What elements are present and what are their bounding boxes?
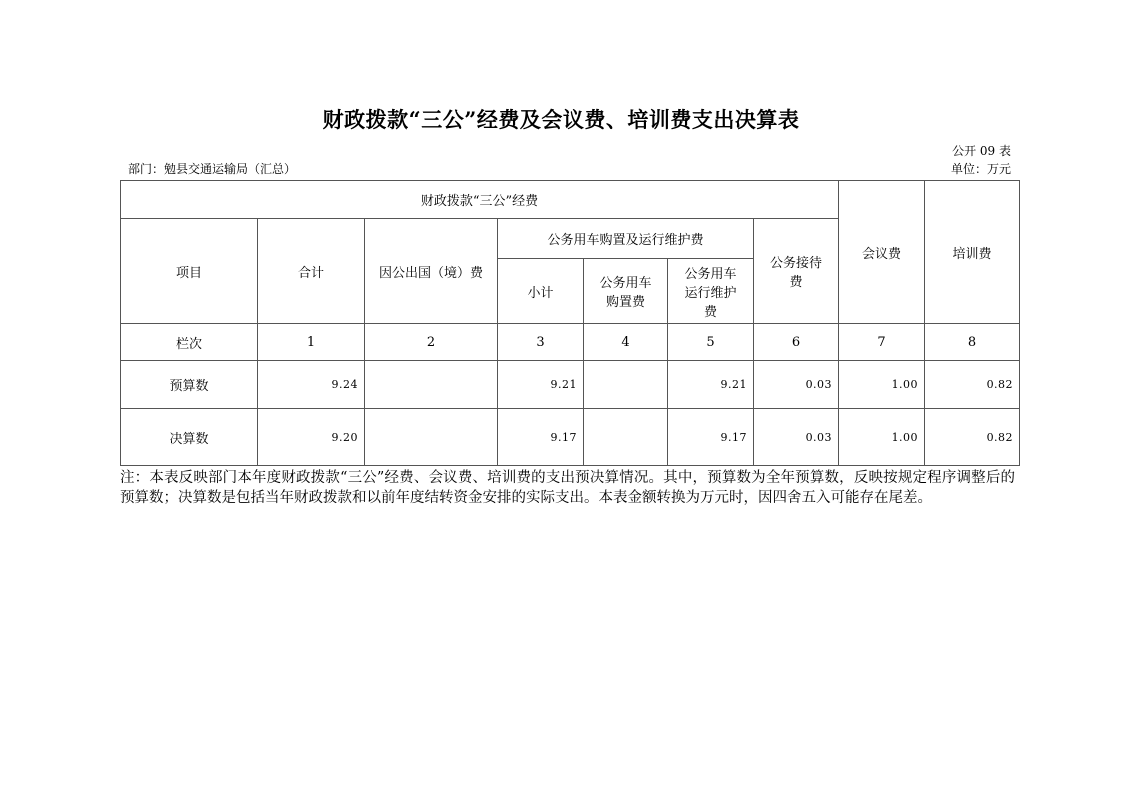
cell-car-subtotal: 9.21 <box>498 361 584 409</box>
header-reception: 公务接待费 <box>754 219 839 324</box>
column-number: 2 <box>365 324 498 361</box>
cell-car-purchase <box>584 361 668 409</box>
header-car-subtotal: 小计 <box>498 259 584 324</box>
cell-abroad <box>365 361 498 409</box>
cell-reception: 0.03 <box>754 409 839 466</box>
column-number-label: 栏次 <box>121 324 258 361</box>
column-number: 3 <box>498 324 584 361</box>
header-total: 合计 <box>258 219 365 324</box>
header-car-purchase: 公务用车购置费 <box>584 259 668 324</box>
cell-total: 9.20 <box>258 409 365 466</box>
cell-training: 0.82 <box>925 361 1020 409</box>
cell-training: 0.82 <box>925 409 1020 466</box>
cell-car-operation: 9.17 <box>668 409 754 466</box>
header-training: 培训费 <box>925 181 1020 324</box>
department-label: 部门：勉县交通运输局（汇总） <box>128 162 297 176</box>
page-title: 财政拨款“三公”经费及会议费、培训费支出决算表 <box>322 107 800 132</box>
cell-car-operation: 9.21 <box>668 361 754 409</box>
form-number: 公开 09 表 <box>952 144 1011 158</box>
column-number: 4 <box>584 324 668 361</box>
header-car-operation: 公务用车运行维护费 <box>668 259 754 324</box>
cell-reception: 0.03 <box>754 361 839 409</box>
column-number: 8 <box>925 324 1020 361</box>
cell-total: 9.24 <box>258 361 365 409</box>
unit-label: 单位：万元 <box>950 162 1011 176</box>
expenditure-table <box>120 180 1020 466</box>
table-note: 注：本表反映部门本年度财政拨款“三公”经费、会议费、培训费的支出预决算情况。其中，预算数为全年预算数，反映按规定程序调整后的预算数；决算数是包括当年财政拨款和以前年度结转资金安排的实际支出。本表金额转换为万元时，因四舍五入可能存在尾差。 <box>120 470 1015 506</box>
header-san-gong: 财政拨款“三公”经费 <box>121 181 839 219</box>
header-abroad: 因公出国（境）费 <box>365 219 498 324</box>
cell-car-subtotal: 9.17 <box>498 409 584 466</box>
cell-meeting: 1.00 <box>839 361 925 409</box>
cell-car-purchase <box>584 409 668 466</box>
row-label: 决算数 <box>121 409 258 466</box>
column-number: 1 <box>258 324 365 361</box>
cell-meeting: 1.00 <box>839 409 925 466</box>
table-row-final <box>121 409 1020 466</box>
header-meeting: 会议费 <box>839 181 925 324</box>
header-item: 项目 <box>121 219 258 324</box>
row-label: 预算数 <box>121 361 258 409</box>
column-number: 7 <box>839 324 925 361</box>
header-car: 公务用车购置及运行维护费 <box>498 219 754 259</box>
column-number: 5 <box>668 324 754 361</box>
table-row-budget <box>121 361 1020 409</box>
cell-abroad <box>365 409 498 466</box>
column-number: 6 <box>754 324 839 361</box>
